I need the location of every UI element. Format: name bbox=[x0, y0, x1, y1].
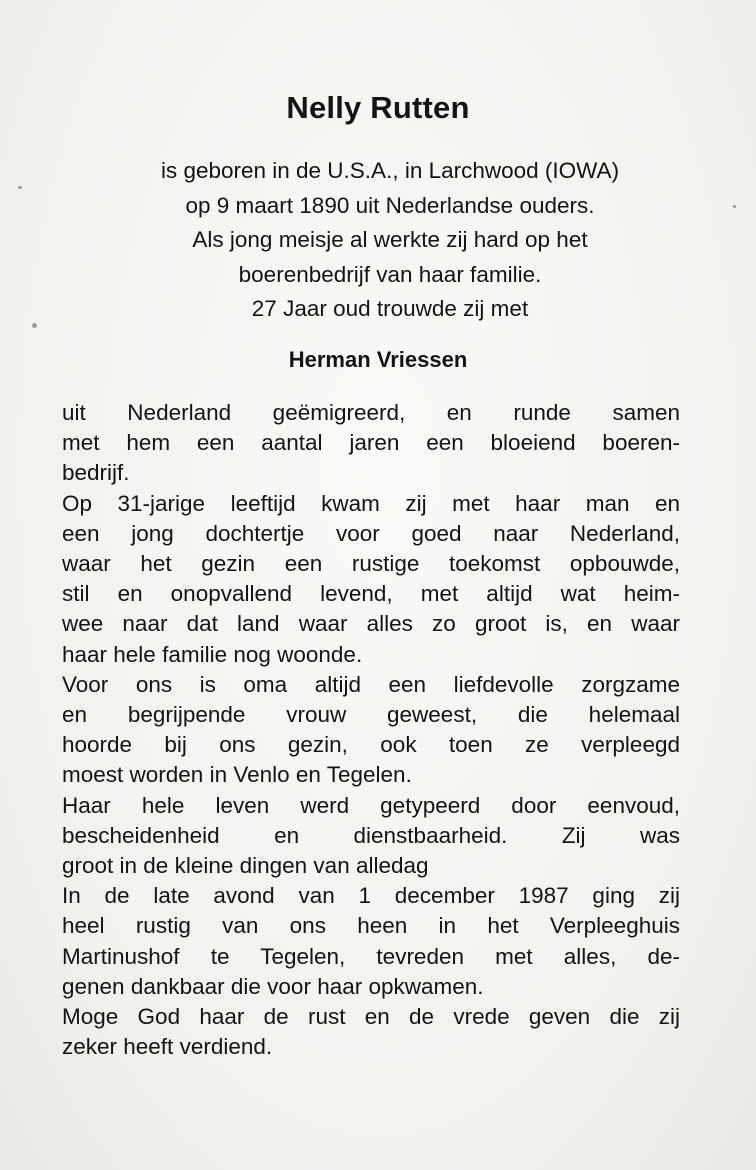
intro-line: boerenbedrijf van haar familie. bbox=[238, 261, 542, 287]
spouse-name: Herman Vriessen bbox=[288, 347, 468, 372]
body-line: Op 31-jarige leeftijd kwam zij met haar man en bbox=[62, 490, 680, 516]
body-line: genen dankbaar die voor haar opkwamen. bbox=[62, 973, 484, 999]
body-line: bescheidenheid en dienstbaarheid. Zij was bbox=[62, 822, 680, 848]
body-line: een jong dochtertje voor goed naar Nederland, bbox=[62, 520, 680, 546]
body-line: wee naar dat land waar alles zo groot is, en waar bbox=[62, 611, 680, 637]
intro-line: 27 Jaar oud trouwde zij met bbox=[251, 296, 529, 321]
paper-speck bbox=[32, 323, 37, 328]
paper-speck bbox=[18, 186, 22, 189]
body-line: moest worden in Venlo en Tegelen. bbox=[62, 762, 412, 788]
intro-line: Als jong meisje al werkte zij hard op het bbox=[192, 227, 588, 252]
body-line: hoorde bij ons gezin, ook toen ze verpleegd bbox=[62, 732, 680, 758]
body-line: Martinushof te Tegelen, tevreden met alles, de- bbox=[62, 943, 680, 969]
body-line: In de late avond van 1 december 1987 ging zij bbox=[62, 883, 680, 909]
body-line: Haar hele leven werd getypeerd door eenvoud, bbox=[62, 792, 680, 818]
body-line: Voor ons is oma altijd een liefdevolle zorgzame bbox=[62, 671, 680, 697]
body-line: groot in de kleine dingen van alledag bbox=[62, 853, 429, 879]
body-line: heel rustig van ons heen in het Verpleeghuis bbox=[62, 913, 680, 939]
body-line: waar het gezin een rustige toekomst opbouwde, bbox=[62, 551, 680, 577]
body-line: zeker heeft verdiend. bbox=[62, 1034, 273, 1060]
body-line: met hem een aantal jaren een bloeiend boeren- bbox=[62, 430, 680, 456]
body-line: bedrijf. bbox=[62, 460, 130, 486]
body-line: stil en onopvallend levend, met altijd wat heim- bbox=[62, 581, 680, 607]
body-line: uit Nederland geëmigreerd, en runde samen bbox=[62, 400, 680, 425]
body-line: en begrijpende vrouw geweest, die helemaal bbox=[62, 702, 680, 728]
intro-paragraph bbox=[40, 154, 740, 327]
intro-line: is geboren in de U.S.A., in Larchwood (IOWA) bbox=[160, 158, 620, 183]
biography-text bbox=[62, 398, 680, 1062]
body-line: haar hele familie nog woonde. bbox=[62, 641, 363, 667]
deceased-name: Nelly Rutten bbox=[286, 90, 470, 125]
body-line: Moge God haar de rust en de vrede geven die zij bbox=[62, 1004, 680, 1030]
intro-line: op 9 maart 1890 uit Nederlandse ouders. bbox=[185, 192, 595, 218]
